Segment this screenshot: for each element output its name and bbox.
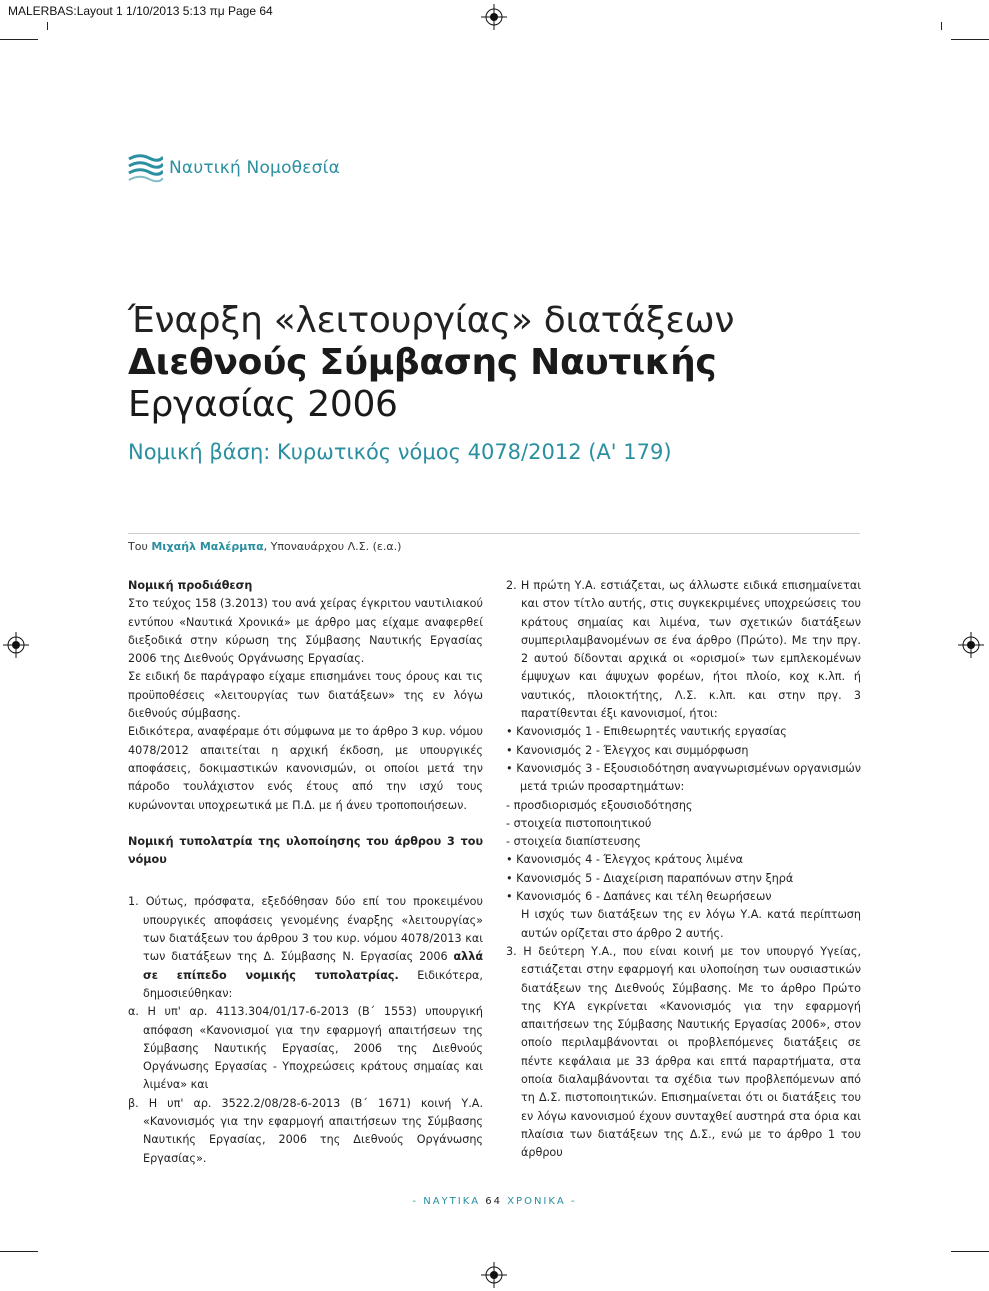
section-header [127, 150, 340, 186]
bullet-item: • Κανονισμός 3 - Εξουσιοδότηση αναγνωρισμένων οργανισμών μετά τριών προσαρτημάτων: [506, 761, 861, 794]
crop-mark [941, 22, 942, 30]
crop-mark [951, 1251, 989, 1252]
title-line-2: Διεθνούς Σύμβασης Ναυτικής [128, 342, 717, 383]
footer-magazine-left: - ΝΑΥΤΙΚΑ [412, 1196, 486, 1207]
waves-logo-icon [127, 153, 163, 183]
heading-legal-formalism: Νομική τυπολατρία της υλοποίησης του άρθρου 3 του νόμου [128, 834, 483, 867]
dash-item: - στοιχεία πιστοποιητικού [506, 816, 652, 830]
divider [128, 533, 860, 534]
right-column [506, 577, 861, 1163]
paragraph: Ειδικότερα, αναφέραμε ότι σύμφωνα με το άρθρο 3 κυρ. νόμου 4078/2012 απαιτείται η αρχική έκδοση, με υπουργικές αποφάσεις, δοκιμαστικών κανονισμών, οι οποίοι μετά την πάροδο τουλάχιστον ενός έτους από την ισχύ τους κυρώνονται υποχρεωτικά με Π.Δ. με ή άνευ τροποποιήσεων. [128, 725, 483, 812]
article-subtitle: Νομική βάση: Κυρωτικός νόμος 4078/2012 (Α' 179) [128, 440, 672, 464]
registration-mark-icon [481, 4, 507, 30]
crop-mark [951, 39, 989, 40]
crop-mark [0, 1251, 38, 1252]
byline-prefix: Του [128, 540, 152, 553]
bullet-item: • Κανονισμός 5 - Διαχείριση παραπόνων στην ξηρά [506, 871, 794, 885]
list-item: 2. Η πρώτη Υ.Α. εστιάζεται, ως άλλωστε ειδικά επισημαίνεται και στον τίτλο αυτής, στις συγκεκριμένες υποχρεώσεις του κράτους σημαίας και λιμένα, των σχετικών διατάξεων συμπεριλαμβανομένων σε ένα άρθρο (Πρώτο). Με την πργ. 2 αυτού δίδονται αρχικά οι «ορισμοί» των εμπλεκομένων έμψυχων και άψυχων φορέων, ήτοι πλοίο, κοχ κ.λπ. ή ναυτικός, πλοιοκτήτης, Λ.Σ. κ.λπ. και στην πργ. 3 παρατίθενται έξι κανονισμοί, ήτοι: [506, 579, 861, 721]
crop-mark [47, 22, 48, 30]
list-item [128, 893, 483, 1003]
byline [128, 540, 401, 553]
heading-legal-background: Νομική προδιάθεση [128, 579, 253, 592]
registration-mark-icon [481, 1262, 507, 1288]
printer-slug: MALERBAS:Layout 1 1/10/2013 5:13 πμ Page 64 [5, 3, 276, 19]
crop-mark [0, 39, 38, 40]
bullet-item: • Κανονισμός 1 - Επιθεωρητές ναυτικής εργασίας [506, 725, 787, 739]
page-footer [0, 1196, 989, 1207]
list-item: 3. Η δεύτερη Υ.Α., που είναι κοινή με τον υπουργό Υγείας, εστιάζεται στην εφαρμογή και υλοποίηση των ουσιαστικών διατάξεων της Διεθνούς Σύμβασης. Με το άρθρο Πρώτο της ΚΥΑ εγκρίνεται «Κανονισμός για την εφαρμογή απαιτήσεων της Σύμβασης Ναυτικής Εργασίας 2006», στον οποίο περιλαμβάνονται οι προβλεπόμενες διατάξεις σε πέντε κεφάλαια με 33 άρθρα και επτά παραρτήματα, στα οποία διαλαμβάνονται τα σχέδια των προβλεπόμενων από τη Δ.Σ. πιστοποιητικών. Επισημαίνεται ότι οι διατάξεις του εν λόγω κανονισμού έχουν συνταχθεί αυστηρά στα όρια και πλαίσια των διατάξεων της Δ.Σ., ενώ με το άρθρο 1 του άρθρου [506, 944, 861, 1160]
list-item: α. Η υπ' αρ. 4113.304/01/17-6-2013 (Β΄ 1553) υπουργική απόφαση «Κανονισμοί για την εφαρμογή απαιτήσεων της Σύμβασης Ναυτικής Εργασίας, 2006 της Διεθνούς Οργάνωσης Εργασίας - Υποχρεώσεις κράτους σημαίας και λιμένα» και [128, 1005, 483, 1092]
bullet-item: • Κανονισμός 4 - Έλεγχος κράτους λιμένα [506, 853, 743, 867]
author-name: Μιχαήλ Μαλέρμπα [151, 540, 264, 553]
paragraph: Η ισχύς των διατάξεων της εν λόγω Υ.Α. κατά περίπτωση αυτών ορίζεται στο άρθρο 2 αυτής. [521, 908, 861, 940]
registration-mark-icon [3, 632, 29, 658]
bullet-item: • Κανονισμός 2 - Έλεγχος και συμμόρφωση [506, 743, 749, 757]
title-line-1: Έναρξη «λειτουργίας» διατάξεων [128, 300, 735, 341]
dash-item: - στοιχεία διαπίστευσης [506, 835, 641, 849]
article-title [128, 300, 888, 426]
registration-mark-icon [958, 632, 984, 658]
byline-suffix: , Υποναυάρχου Λ.Σ. (ε.α.) [263, 540, 402, 553]
footer-magazine-right: ΧΡΟΝΙΚΑ - [502, 1196, 577, 1207]
section-label: Ναυτική Νομοθεσία [169, 158, 341, 178]
bullet-item: • Κανονισμός 6 - Δαπάνες και τέλη θεωρήσεων [506, 890, 772, 904]
dash-item: - προσδιορισμός εξουσιοδότησης [506, 798, 693, 812]
page-number: 64 [485, 1196, 503, 1207]
list-item: β. Η υπ' αρ. 3522.2/08/28-6-2013 (Β΄ 1671) κοινή Υ.Α. «Κανονισμός για την εφαρμογή απαιτήσεων της Σύμβασης Ναυτικής Εργασίας, 2006 της Διεθνούς Οργάνωσης Εργασίας». [128, 1096, 483, 1165]
item-text: 1. Ούτως, πρόσφατα, εξεδόθησαν δύο επί του προκειμένου υπουργικές αποφάσεις γενομένης έναρξης «λειτουργίας» των διατάξεων του άρθρου 3 του κυρ. νόμου 4078/2013 και των διατάξεων της Δ. Σύμβασης Ν. Εργασίας 2006 [128, 895, 483, 964]
item-emphasis: αλλά σε επίπεδο νομικής τυπολατρίας. [143, 950, 483, 982]
title-line-3: Εργασίας 2006 [128, 384, 398, 425]
item-text: Ειδικότερα, δημοσιεύθηκαν: [143, 968, 483, 1000]
paragraph: Σε ειδική δε παράγραφο είχαμε επισημάνει τους όρους και τις προϋποθέσεις «λειτουργίας των διατάξεων» της εν λόγω διεθνούς σύμβασης. [128, 670, 483, 721]
left-column [128, 577, 483, 1168]
paragraph: Στο τεύχος 158 (3.2013) του ανά χείρας έγκριτου ναυτιλιακού εντύπου «Ναυτικά Χρονικά» με άρθρο μας είχαμε αναφερθεί διεξοδικά στην κύρωση της Σύμβασης Ναυτικής Εργασίας 2006 της Διεθνούς Οργάνωσης Εργασίας. [128, 597, 483, 666]
